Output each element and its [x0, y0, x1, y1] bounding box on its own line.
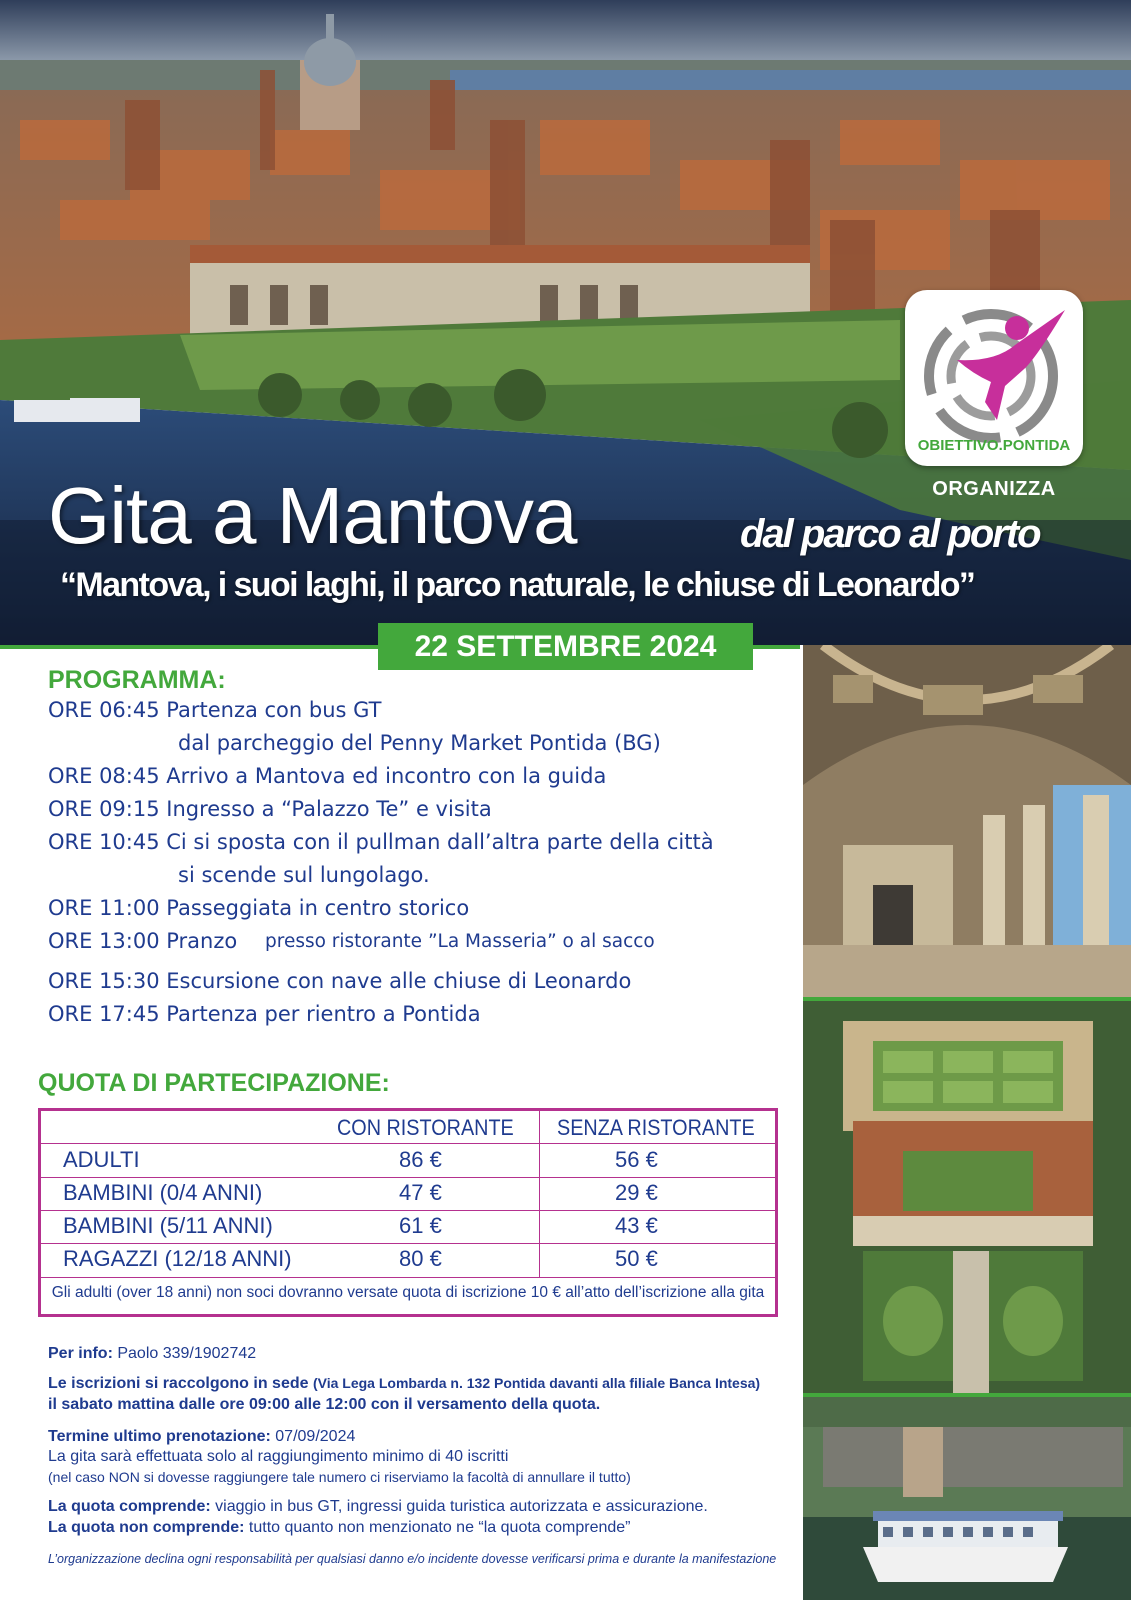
table-row-line [41, 1177, 775, 1178]
palazzo-te-aerial-image [803, 1001, 1131, 1394]
table-row-line [41, 1143, 775, 1144]
info-iscrizioni [48, 1375, 760, 1393]
logo-icon [905, 290, 1083, 466]
program-line: ORE 10:45 Ci si sposta con il pullman dall’altra parte della città [48, 830, 714, 854]
title-quote: “Mantova, i suoi laghi, il parco naturale, le chiuse di Leonardo” [60, 566, 975, 604]
table-row-label: RAGAZZI (12/18 ANNI) [63, 1246, 292, 1271]
table-cell: 86 € [399, 1147, 442, 1172]
info-annullare: (nel caso NON si dovesse raggiungere tale numero ci riserviamo la facoltà di annullare il tutto) [48, 1469, 631, 1485]
comprende-label: La quota comprende: [48, 1498, 211, 1515]
palazzo-te-interior-image [803, 645, 1131, 997]
program-line: ORE 11:00 Passeggiata in centro storico [48, 896, 470, 920]
info-termine [48, 1428, 355, 1446]
table-cell: 80 € [399, 1246, 442, 1271]
disclaimer: L’organizzazione declina ogni responsabilità per qualsiasi danno e/o incidente dovesse verificarsi prima e durante la manifestazione [48, 1552, 777, 1566]
info-orari [48, 1396, 600, 1414]
logo-text: OBIETTIVO.PONTIDA [917, 437, 1071, 454]
table-divider [539, 1111, 540, 1277]
info-minimo: La gita sarà effettuata solo al raggiungimento minimo di 40 iscritti [48, 1448, 509, 1465]
organizza-label: ORGANIZZA [932, 478, 1056, 500]
quota-title: QUOTA DI PARTECIPAZIONE: [38, 1069, 390, 1097]
program-line: ORE 15:30 Escursione con nave alle chiuse di Leonardo [48, 969, 632, 993]
orari-text: il sabato mattina dalle ore 09:00 alle 12:00 con il versamento della quota. [48, 1396, 601, 1413]
boat-locks-photo [803, 1397, 1131, 1600]
quota-note: Gli adulti (over 18 anni) non soci dovranno versate quota di iscrizione 10 € all’atto dell’iscrizione alla gita [51, 1284, 765, 1301]
table-cell: 47 € [399, 1180, 442, 1205]
program-line-detail: presso ristorante ”La Masseria” o al sacco [265, 931, 655, 952]
palazzo-te-interior-photo [803, 645, 1131, 997]
table-row-line [41, 1243, 775, 1244]
table-cell: 50 € [615, 1246, 658, 1271]
non-comprende-value: tutto quanto non menzionato ne “la quota comprende” [248, 1519, 631, 1536]
table-row-line [41, 1277, 775, 1278]
non-comprende-label: La quota non comprende: [48, 1519, 245, 1536]
table-row-line [41, 1210, 775, 1211]
boat-locks-image [803, 1397, 1131, 1600]
table-row-label: BAMBINI (0/4 ANNI) [63, 1180, 263, 1205]
program-line: ORE 13:00 Pranzo [48, 929, 238, 953]
program-line: ORE 08:45 Arrivo a Mantova ed incontro con la guida [48, 764, 607, 788]
termine-value: 07/09/2024 [275, 1428, 356, 1445]
info-label: Per info: [48, 1345, 113, 1362]
table-cell: 43 € [615, 1213, 658, 1238]
program-line: ORE 09:15 Ingresso a “Palazzo Te” e visita [48, 797, 492, 821]
table-header: CON RISTORANTE [337, 1115, 514, 1140]
info-contact [48, 1345, 256, 1363]
program-line: dal parcheggio del Penny Market Pontida (BG) [178, 731, 661, 755]
palazzo-te-aerial-photo [803, 1001, 1131, 1394]
table-row-label: ADULTI [63, 1147, 140, 1172]
table-cell: 61 € [399, 1213, 442, 1238]
table-header: SENZA RISTORANTE [557, 1115, 755, 1140]
info-value: Paolo 339/1902742 [117, 1345, 257, 1362]
obiettivo-pontida-logo [905, 290, 1083, 466]
table-row-label: BAMBINI (5/11 ANNI) [63, 1213, 273, 1238]
program-line: ORE 17:45 Partenza per rientro a Pontida [48, 1002, 481, 1026]
quota-table [38, 1108, 778, 1317]
program-line: ORE 06:45 Partenza con bus GT [48, 698, 382, 722]
info-non-comprende [48, 1519, 631, 1537]
table-cell: 29 € [615, 1180, 658, 1205]
info-comprende [48, 1498, 708, 1516]
page-title: Gita a Mantova [48, 471, 577, 560]
page-subtitle: dal parco al porto [740, 512, 1040, 556]
termine-label: Termine ultimo prenotazione: [48, 1428, 271, 1445]
table-cell: 56 € [615, 1147, 658, 1172]
event-date: 22 SETTEMBRE 2024 [378, 623, 753, 670]
iscrizioni-address: (Via Lega Lombarda n. 132 Pontida davanti alla filiale Banca Intesa) [312, 1375, 761, 1391]
comprende-value: viaggio in bus GT, ingressi guida turistica autorizzata e assicurazione. [215, 1498, 708, 1515]
program-line: si scende sul lungolago. [178, 863, 430, 887]
programma-title: PROGRAMMA: [48, 666, 226, 694]
iscrizioni-text: Le iscrizioni si raccolgono in sede [48, 1375, 309, 1392]
